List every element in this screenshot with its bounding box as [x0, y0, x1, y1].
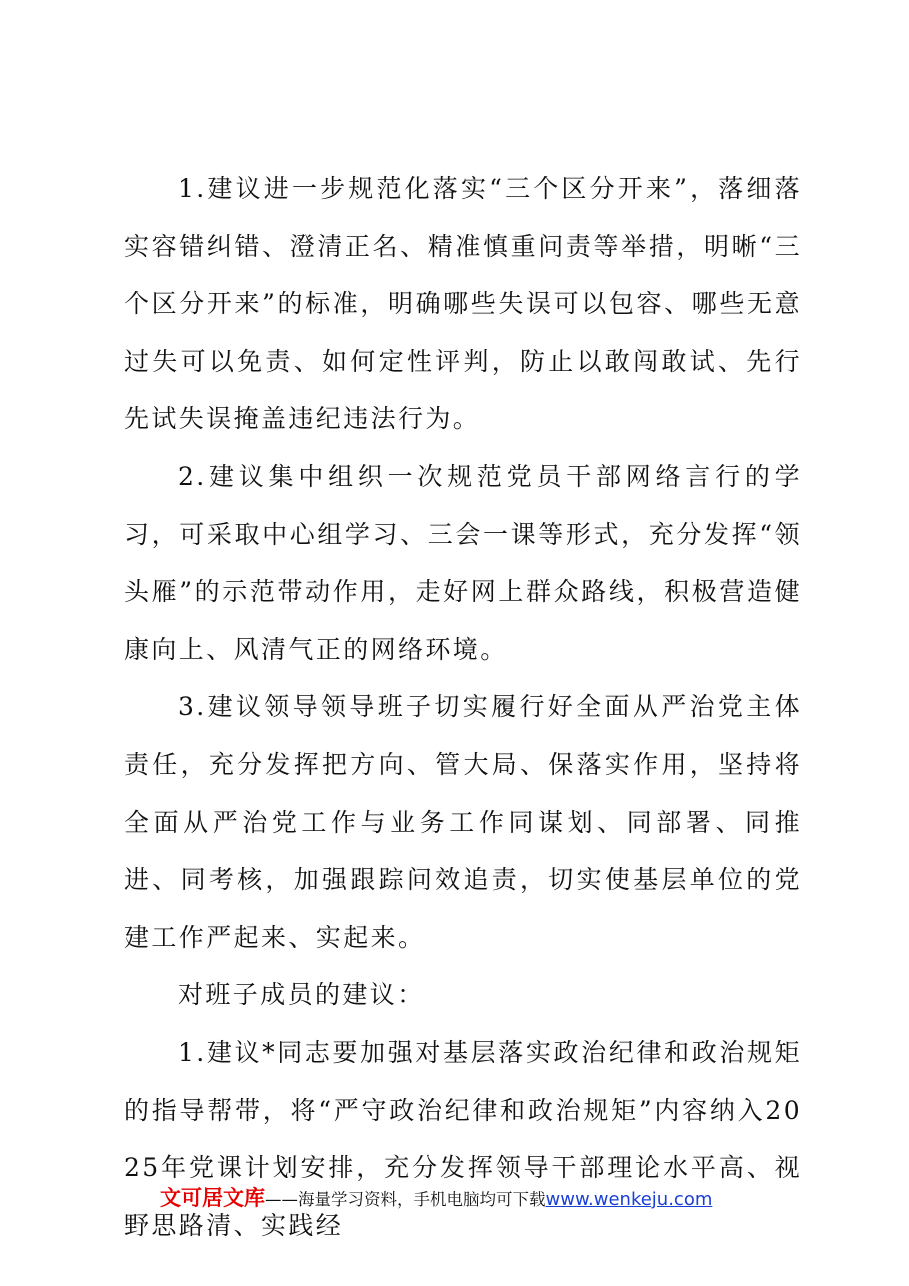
paragraph-suggestion-2: 2.建议集中组织一次规范党员干部网络言行的学习，可采取中心组学习、三会一课等形式，充分发挥“领头雁”的示范带动作用，走好网上群众路线，积极营造健康向上、风清气正的网络环境。	[124, 461, 802, 664]
section-heading-member-suggestions: 对班子成员的建议：	[178, 980, 425, 1010]
footer-banner	[160, 1182, 800, 1212]
paragraph-suggestion-3: 3.建议领导领导班子切实履行好全面从严治党主体责任，充分发挥把方向、管大局、保落实作用，坚持将全面从严治党工作与业务工作同谋划、同部署、同推进、同考核，加强跟踪问效追责，切实使基层单位的党建工作严起来、实起来。	[124, 692, 802, 952]
paragraph-suggestion-1: 1.建议进一步规范化落实“三个区分开来”，落细落实容错纠错、澄清正名、精准慎重问责等举措，明晰“三个区分开来”的标准，明确哪些失误可以包容、哪些无意过失可以免责、如何定性评判，防止以敢闯敢试、先行先试失误掩盖违纪违法行为。	[124, 174, 802, 434]
footer-slogan: ——海量学习资料，手机电脑均可下载	[265, 1190, 546, 1209]
document-body	[124, 160, 802, 1254]
footer-website-link[interactable]: www.wenkeju.com	[545, 1189, 713, 1210]
paragraph-member-suggestion-1: 1.建议*同志要加强对基层落实政治纪律和政治规矩的指导帮带，将“严守政治纪律和政治规矩”内容纳入2025年党课计划安排，充分发挥领导干部理论水平高、视野思路清、实践经	[124, 1037, 802, 1240]
footer-brand: 文可居文库	[160, 1186, 265, 1210]
